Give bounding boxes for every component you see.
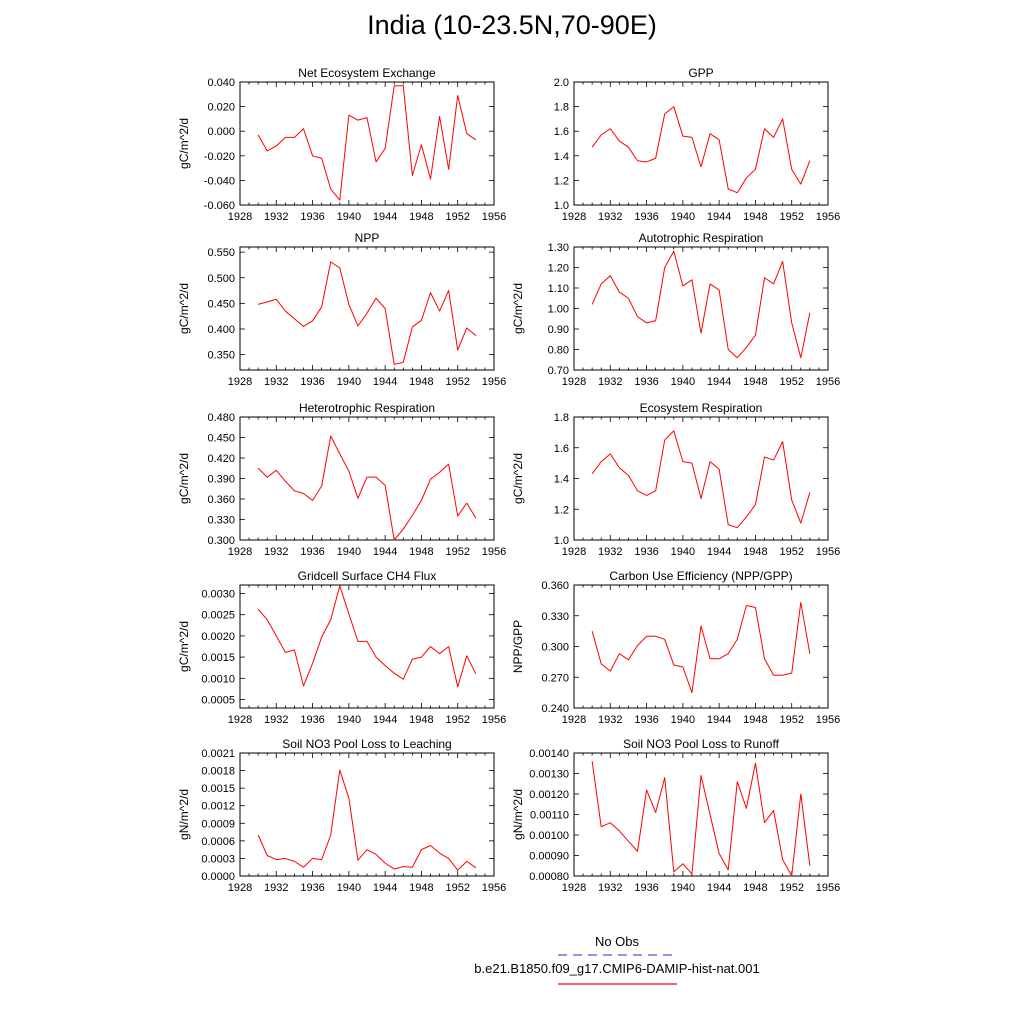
x-tick-label: 1928 bbox=[561, 211, 587, 223]
x-tick-label: 1956 bbox=[481, 211, 507, 223]
chart-panel-4 bbox=[177, 401, 506, 558]
y-tick-label: 0.0020 bbox=[201, 630, 235, 643]
x-tick-label: 1948 bbox=[743, 546, 768, 558]
plot-frame bbox=[240, 753, 494, 876]
x-tick-label: 1944 bbox=[372, 546, 398, 558]
x-tick-label: 1936 bbox=[300, 714, 325, 726]
y-axis-label: NPP/GPP bbox=[511, 619, 525, 674]
x-tick-label: 1956 bbox=[481, 714, 507, 726]
x-tick-label: 1956 bbox=[815, 376, 841, 388]
x-tick-label: 1928 bbox=[227, 882, 253, 894]
y-tick-label: 0.00100 bbox=[529, 830, 569, 842]
panel-title: Net Ecosystem Exchange bbox=[298, 66, 436, 80]
x-tick-label: 1940 bbox=[336, 714, 362, 726]
chart-panel-9 bbox=[511, 737, 840, 894]
panel-title: Ecosystem Respiration bbox=[639, 401, 763, 415]
x-tick-label: 1952 bbox=[779, 211, 804, 223]
y-tick-label: 0.300 bbox=[541, 641, 569, 654]
x-tick-label: 1956 bbox=[815, 546, 841, 558]
x-tick-label: 1944 bbox=[372, 714, 398, 726]
x-tick-label: 1928 bbox=[561, 882, 587, 894]
x-tick-label: 1944 bbox=[706, 546, 732, 558]
x-tick-label: 1936 bbox=[634, 376, 659, 388]
series-line bbox=[592, 602, 810, 692]
y-tick-label: 1.0 bbox=[553, 535, 569, 547]
x-tick-label: 1956 bbox=[481, 882, 507, 894]
panel-title: Gridcell Surface CH4 Flux bbox=[297, 569, 437, 583]
y-axis-label: gC/m^2/d bbox=[177, 283, 191, 334]
x-tick-label: 1952 bbox=[445, 546, 470, 558]
x-tick-label: 1936 bbox=[300, 376, 325, 388]
y-tick-label: 1.6 bbox=[553, 442, 569, 455]
x-tick-label: 1936 bbox=[300, 211, 325, 223]
x-tick-label: 1932 bbox=[598, 211, 623, 223]
x-tick-label: 1940 bbox=[670, 376, 696, 388]
x-tick-label: 1940 bbox=[336, 376, 362, 388]
x-tick-label: 1928 bbox=[561, 376, 587, 388]
y-tick-label: 2.0 bbox=[553, 77, 569, 89]
y-tick-label: 1.30 bbox=[547, 242, 569, 254]
y-tick-label: 0.450 bbox=[207, 298, 235, 311]
y-tick-label: 0.360 bbox=[541, 580, 569, 592]
x-tick-label: 1940 bbox=[670, 211, 696, 223]
x-tick-label: 1948 bbox=[743, 376, 768, 388]
x-tick-label: 1932 bbox=[598, 546, 623, 558]
y-tick-label: 1.20 bbox=[547, 262, 569, 275]
y-tick-label: 0.00110 bbox=[530, 809, 569, 822]
x-tick-label: 1936 bbox=[634, 714, 659, 726]
y-tick-label: -0.020 bbox=[203, 150, 235, 163]
x-tick-label: 1956 bbox=[481, 546, 507, 558]
y-tick-label: 0.270 bbox=[541, 672, 569, 685]
y-tick-label: 0.300 bbox=[207, 535, 235, 547]
x-tick-label: 1944 bbox=[706, 714, 732, 726]
series-line bbox=[258, 262, 476, 365]
x-tick-label: 1936 bbox=[634, 882, 659, 894]
plot-frame bbox=[574, 82, 828, 205]
y-tick-label: 0.450 bbox=[207, 432, 235, 445]
y-axis-label: gC/m^2/d bbox=[177, 118, 191, 169]
x-tick-label: 1948 bbox=[409, 714, 434, 726]
y-tick-label: 0.80 bbox=[547, 344, 569, 357]
y-tick-label: 0.0000 bbox=[201, 871, 235, 883]
y-tick-label: 0.420 bbox=[207, 453, 235, 465]
x-tick-label: 1932 bbox=[264, 546, 289, 558]
panel-title: Carbon Use Efficiency (NPP/GPP) bbox=[609, 569, 793, 583]
x-tick-label: 1944 bbox=[706, 211, 732, 223]
panel-title: NPP bbox=[354, 231, 380, 245]
y-axis-label: gC/m^2/d bbox=[177, 453, 191, 504]
x-tick-label: 1956 bbox=[815, 882, 841, 894]
x-tick-label: 1928 bbox=[227, 546, 253, 558]
x-tick-label: 1940 bbox=[670, 546, 696, 558]
x-tick-label: 1928 bbox=[561, 546, 587, 558]
series-line bbox=[258, 586, 476, 687]
y-tick-label: 1.8 bbox=[553, 101, 569, 114]
x-tick-label: 1948 bbox=[743, 714, 768, 726]
legend-obs-label: No Obs bbox=[594, 934, 640, 949]
panel-title: Autotrophic Respiration bbox=[638, 231, 764, 245]
x-tick-label: 1952 bbox=[445, 714, 470, 726]
y-tick-label: 0.400 bbox=[207, 324, 235, 336]
chart-panel-7 bbox=[511, 569, 840, 726]
chart-panel-5 bbox=[511, 401, 840, 558]
y-tick-label: 0.040 bbox=[207, 77, 235, 89]
x-tick-label: 1956 bbox=[815, 714, 841, 726]
y-axis-label: gC/m^2/d bbox=[177, 621, 191, 672]
figure-title: India (10-23.5N,70-90E) bbox=[367, 10, 657, 40]
plot-frame bbox=[240, 247, 494, 370]
plot-frame bbox=[240, 417, 494, 540]
y-tick-label: 0.0015 bbox=[201, 783, 235, 796]
x-tick-label: 1928 bbox=[227, 376, 253, 388]
y-axis-label: gC/m^2/d bbox=[511, 283, 525, 334]
panel-title: Soil NO3 Pool Loss to Leaching bbox=[282, 737, 452, 751]
y-tick-label: 0.000 bbox=[207, 126, 235, 139]
x-tick-label: 1944 bbox=[706, 882, 732, 894]
x-tick-label: 1948 bbox=[743, 882, 768, 894]
y-tick-label: 0.0021 bbox=[201, 748, 235, 760]
x-tick-label: 1936 bbox=[634, 546, 659, 558]
y-tick-label: 1.00 bbox=[547, 303, 569, 316]
y-tick-label: 0.020 bbox=[207, 101, 235, 114]
y-tick-label: 0.330 bbox=[541, 610, 569, 623]
y-tick-label: 0.500 bbox=[207, 272, 235, 285]
x-tick-label: 1936 bbox=[300, 546, 325, 558]
x-tick-label: 1940 bbox=[670, 714, 696, 726]
x-tick-label: 1936 bbox=[634, 211, 659, 223]
x-tick-label: 1932 bbox=[264, 714, 289, 726]
x-tick-label: 1940 bbox=[336, 211, 362, 223]
y-tick-label: 1.10 bbox=[547, 283, 569, 295]
panel-title: Soil NO3 Pool Loss to Runoff bbox=[623, 737, 779, 751]
x-tick-label: 1932 bbox=[598, 882, 623, 894]
x-tick-label: 1948 bbox=[409, 882, 434, 894]
chart-panel-0 bbox=[177, 66, 506, 223]
x-tick-label: 1928 bbox=[227, 714, 253, 726]
x-tick-label: 1944 bbox=[372, 211, 398, 223]
y-tick-label: 0.00090 bbox=[529, 850, 569, 863]
y-tick-label: -0.060 bbox=[203, 200, 235, 212]
y-tick-label: 0.480 bbox=[207, 412, 235, 424]
chart-panel-1 bbox=[554, 66, 841, 223]
x-tick-label: 1952 bbox=[445, 882, 470, 894]
y-tick-label: 0.0006 bbox=[201, 835, 235, 848]
x-tick-label: 1940 bbox=[336, 882, 362, 894]
y-tick-label: 0.0015 bbox=[201, 652, 235, 665]
panel-title: Heterotrophic Respiration bbox=[298, 401, 436, 415]
panel-title: GPP bbox=[688, 66, 714, 80]
y-tick-label: 0.0030 bbox=[201, 588, 235, 601]
chart-panel-3 bbox=[511, 231, 840, 388]
x-tick-label: 1944 bbox=[372, 376, 398, 388]
y-tick-label: 0.0018 bbox=[201, 765, 235, 778]
chart-panel-8 bbox=[177, 737, 506, 894]
y-tick-label: 0.0005 bbox=[201, 694, 235, 707]
x-tick-label: 1928 bbox=[227, 211, 253, 223]
x-tick-label: 1932 bbox=[264, 376, 289, 388]
series-line bbox=[258, 86, 476, 200]
y-tick-label: 0.360 bbox=[207, 494, 235, 506]
x-tick-label: 1928 bbox=[561, 714, 587, 726]
x-tick-label: 1944 bbox=[706, 376, 732, 388]
plot-frame bbox=[574, 585, 828, 708]
series-line bbox=[592, 431, 810, 528]
y-tick-label: 1.2 bbox=[553, 175, 569, 188]
chart-panel-2 bbox=[177, 231, 506, 388]
y-tick-label: -0.040 bbox=[203, 175, 235, 188]
x-tick-label: 1956 bbox=[481, 376, 507, 388]
chart-panel-6 bbox=[177, 569, 506, 726]
x-tick-label: 1952 bbox=[445, 376, 470, 388]
plot-frame bbox=[574, 417, 828, 540]
y-tick-label: 0.0009 bbox=[201, 818, 235, 831]
y-tick-label: 1.2 bbox=[553, 504, 569, 517]
plot-frame bbox=[240, 585, 494, 708]
x-tick-label: 1948 bbox=[409, 376, 434, 388]
x-tick-label: 1932 bbox=[264, 882, 289, 894]
y-tick-label: 0.390 bbox=[207, 473, 235, 486]
x-tick-label: 1948 bbox=[743, 211, 768, 223]
y-tick-label: 0.00080 bbox=[529, 871, 569, 883]
series-line bbox=[258, 770, 476, 870]
series-line bbox=[258, 436, 476, 540]
y-tick-label: 1.4 bbox=[553, 150, 569, 163]
y-axis-label: gN/m^2/d bbox=[511, 789, 525, 840]
y-tick-label: 0.350 bbox=[207, 349, 235, 362]
x-tick-label: 1932 bbox=[598, 376, 623, 388]
x-tick-label: 1944 bbox=[372, 882, 398, 894]
x-tick-label: 1932 bbox=[264, 211, 289, 223]
y-axis-label: gC/m^2/d bbox=[511, 453, 525, 504]
y-tick-label: 1.4 bbox=[553, 473, 569, 486]
y-tick-label: 0.0010 bbox=[201, 673, 235, 686]
x-tick-label: 1936 bbox=[300, 882, 325, 894]
y-tick-label: 1.8 bbox=[553, 412, 569, 424]
y-tick-label: 0.00120 bbox=[529, 789, 569, 801]
y-tick-label: 1.6 bbox=[553, 126, 569, 139]
y-tick-label: 0.0012 bbox=[201, 800, 235, 813]
series-line bbox=[592, 107, 810, 193]
y-tick-label: 0.90 bbox=[547, 324, 569, 336]
x-tick-label: 1940 bbox=[670, 882, 696, 894]
x-tick-label: 1948 bbox=[409, 546, 434, 558]
y-tick-label: 0.550 bbox=[207, 247, 235, 260]
x-tick-label: 1952 bbox=[779, 882, 804, 894]
series-line bbox=[592, 251, 810, 358]
y-tick-label: 0.0003 bbox=[201, 853, 235, 866]
x-tick-label: 1932 bbox=[598, 714, 623, 726]
plot-frame bbox=[574, 753, 828, 876]
y-tick-label: 0.00130 bbox=[529, 768, 569, 781]
y-tick-label: 0.0025 bbox=[201, 609, 235, 622]
y-tick-label: 1.0 bbox=[553, 200, 569, 212]
x-tick-label: 1952 bbox=[779, 376, 804, 388]
y-tick-label: 0.240 bbox=[541, 703, 569, 715]
y-axis-label: gN/m^2/d bbox=[177, 789, 191, 840]
x-tick-label: 1952 bbox=[445, 211, 470, 223]
plot-frame bbox=[240, 82, 494, 205]
x-tick-label: 1948 bbox=[409, 211, 434, 223]
x-tick-label: 1956 bbox=[815, 211, 841, 223]
y-tick-label: 0.70 bbox=[547, 365, 569, 377]
x-tick-label: 1940 bbox=[336, 546, 362, 558]
legend-model-label: b.e21.B1850.f09_g17.CMIP6-DAMIP-hist-nat.001 bbox=[474, 961, 760, 976]
series-line bbox=[592, 761, 810, 876]
y-tick-label: 0.00140 bbox=[529, 748, 569, 760]
y-tick-label: 0.330 bbox=[207, 514, 235, 527]
x-tick-label: 1952 bbox=[779, 546, 804, 558]
x-tick-label: 1952 bbox=[779, 714, 804, 726]
